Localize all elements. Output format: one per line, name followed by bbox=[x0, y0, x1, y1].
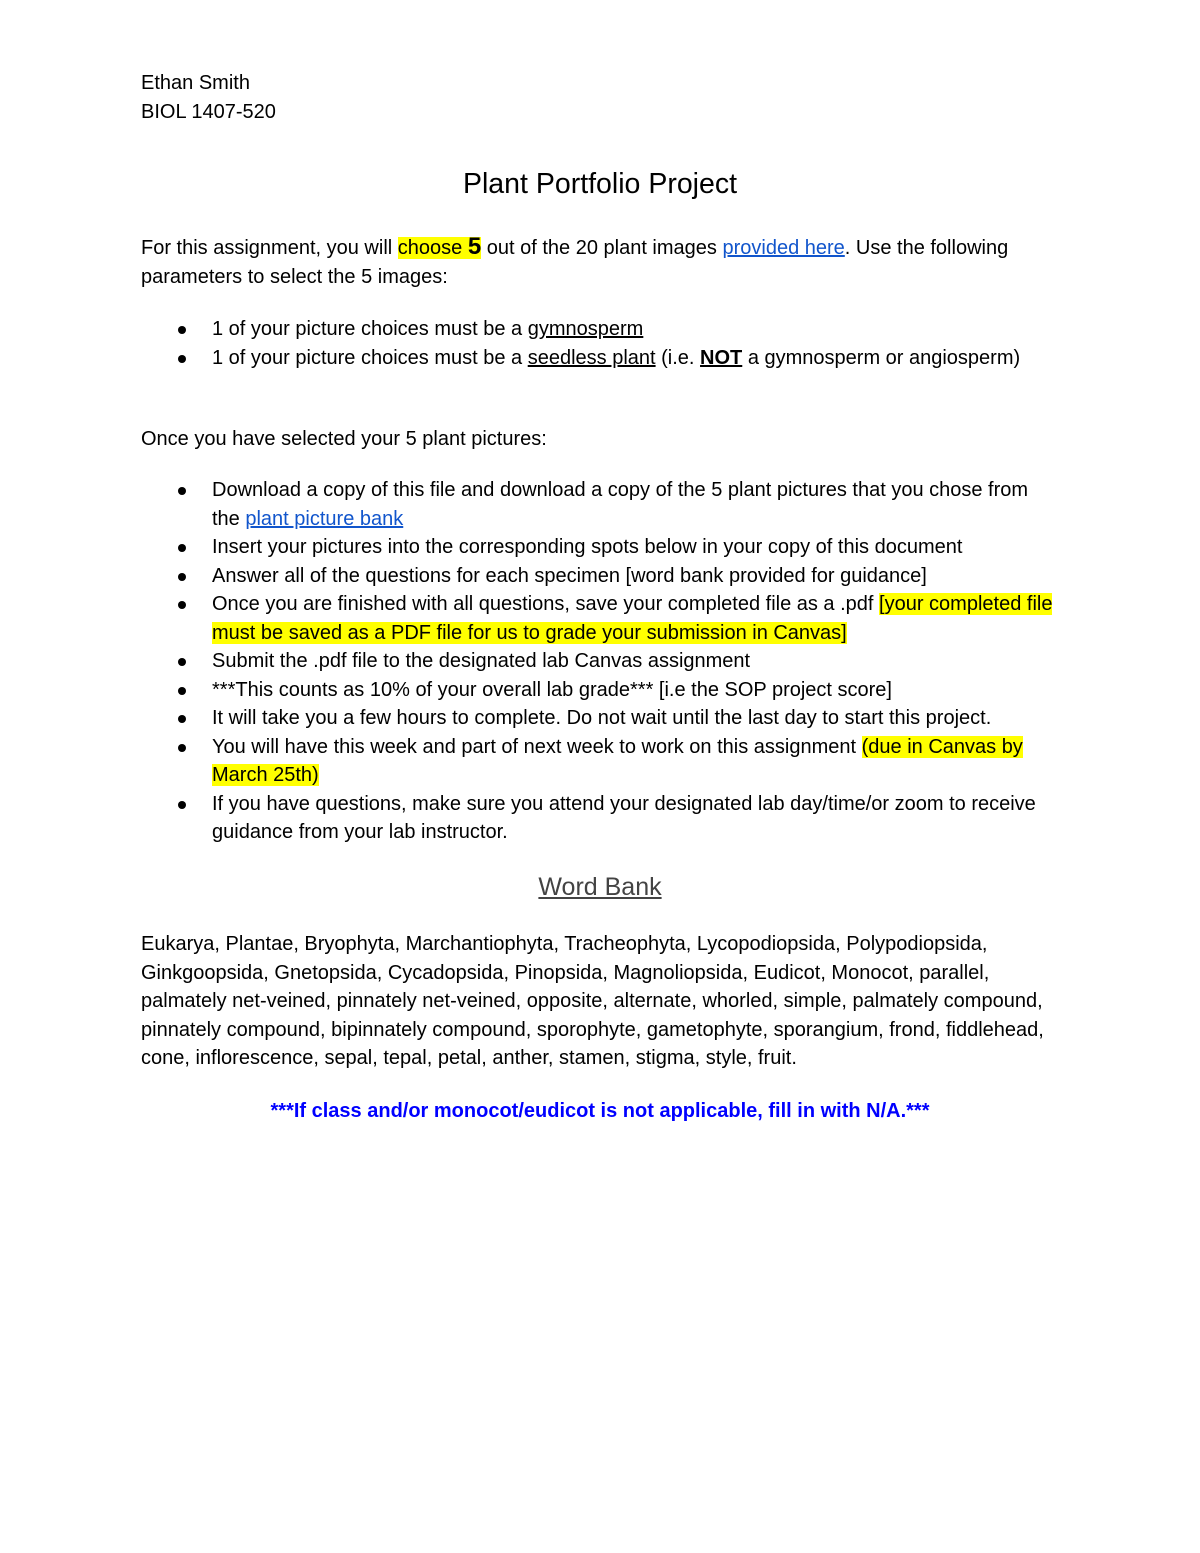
choose-count: 5 bbox=[467, 233, 482, 260]
plant-picture-bank-link[interactable]: plant picture bank bbox=[245, 507, 404, 530]
list-item: You will have this week and part of next week to work on this assignment (due in Canvas by March 25th) bbox=[141, 733, 1061, 790]
list-item: Insert your pictures into the corresponding spots below in your copy of this document bbox=[141, 533, 1061, 562]
word-bank-text: Eukarya, Plantae, Bryophyta, Marchantiophyta, Tracheophyta, Lycopodiopsida, Polypodiopsida, Ginkgoopsida, Gnetopsida, Cycadopsida, Pinopsida, Magnoliopsida, Eudicot, Monocot, parallel, palmately net-veined, pinnately net-veined, opposite, alternate, whorled, simple, palmately compound, pinnately compound, bipinnately compound, sporophyte, gametophyte, sporangium, frond, fiddlehead, cone, inflorescence, sepal, tepal, petal, anther, stamen, stigma, style, fruit. bbox=[141, 933, 1044, 1069]
parameter-list bbox=[141, 315, 1061, 372]
bullet-icon bbox=[178, 687, 186, 695]
bullet-icon bbox=[178, 715, 186, 723]
list-item: Download a copy of this file and download a copy of the 5 plant pictures that you chose from the plant picture bank bbox=[141, 476, 1061, 533]
instruction-list bbox=[141, 476, 1061, 847]
list-item: If you have questions, make sure you attend your designated lab day/time/or zoom to receive guidance from your lab instructor. bbox=[141, 790, 1061, 847]
list-item: Submit the .pdf file to the designated lab Canvas assignment bbox=[141, 647, 1061, 676]
student-name: Ethan Smith bbox=[141, 72, 250, 94]
bullet-icon bbox=[178, 658, 186, 666]
intro-text-2: out of the 20 plant images bbox=[481, 237, 723, 259]
intro-paragraph bbox=[141, 233, 1061, 291]
bullet-icon bbox=[178, 487, 186, 495]
list-item: 1 of your picture choices must be a gymnosperm bbox=[141, 315, 1061, 344]
gymnosperm-term: gymnosperm bbox=[527, 318, 644, 340]
provided-here-link[interactable]: provided here bbox=[722, 237, 845, 259]
na-note: ***If class and/or monocot/eudicot is not applicable, fill in with N/A.*** bbox=[270, 1100, 930, 1122]
list-item: Answer all of the questions for each specimen [word bank provided for guidance] bbox=[141, 562, 1061, 591]
list-item: Once you are finished with all questions, save your completed file as a .pdf [your completed file must be saved as a PDF file for us to grade your submission in Canvas] bbox=[141, 590, 1061, 647]
list-item: ***This counts as 10% of your overall lab grade*** [i.e the SOP project score] bbox=[141, 676, 1061, 705]
list-item: It will take you a few hours to complete. Do not wait until the last day to start this project. bbox=[141, 704, 1061, 733]
choose-highlight bbox=[397, 233, 482, 260]
document-header bbox=[141, 69, 276, 127]
bullet-icon bbox=[178, 601, 186, 609]
intro-text-3: . Use the following parameters to select the 5 images: bbox=[141, 237, 1009, 288]
intro-text-1: For this assignment, you will bbox=[141, 237, 398, 259]
once-selected-text: Once you have selected your 5 plant pictures: bbox=[141, 428, 547, 450]
bullet-icon bbox=[178, 544, 186, 552]
choose-text: choose bbox=[397, 237, 468, 259]
bullet-icon bbox=[178, 573, 186, 581]
page-title: Plant Portfolio Project bbox=[462, 168, 738, 200]
bullet-icon bbox=[178, 326, 186, 334]
seedless-plant-term: seedless plant bbox=[527, 346, 656, 369]
course-code: BIOL 1407-520 bbox=[141, 101, 276, 123]
not-emphasis: NOT bbox=[700, 346, 743, 369]
pdf-requirement-highlight: [your completed file must be saved as a PDF file for us to grade your submission in Canvas] bbox=[212, 593, 1053, 644]
list-item: 1 of your picture choices must be a seedless plant (i.e. NOT a gymnosperm or angiosperm) bbox=[141, 344, 1061, 373]
word-bank-heading: Word Bank bbox=[538, 873, 662, 901]
bullet-icon bbox=[178, 355, 186, 363]
bullet-icon bbox=[178, 801, 186, 809]
due-date-highlight: (due in Canvas by March 25th) bbox=[212, 735, 1023, 786]
bullet-icon bbox=[178, 744, 186, 752]
